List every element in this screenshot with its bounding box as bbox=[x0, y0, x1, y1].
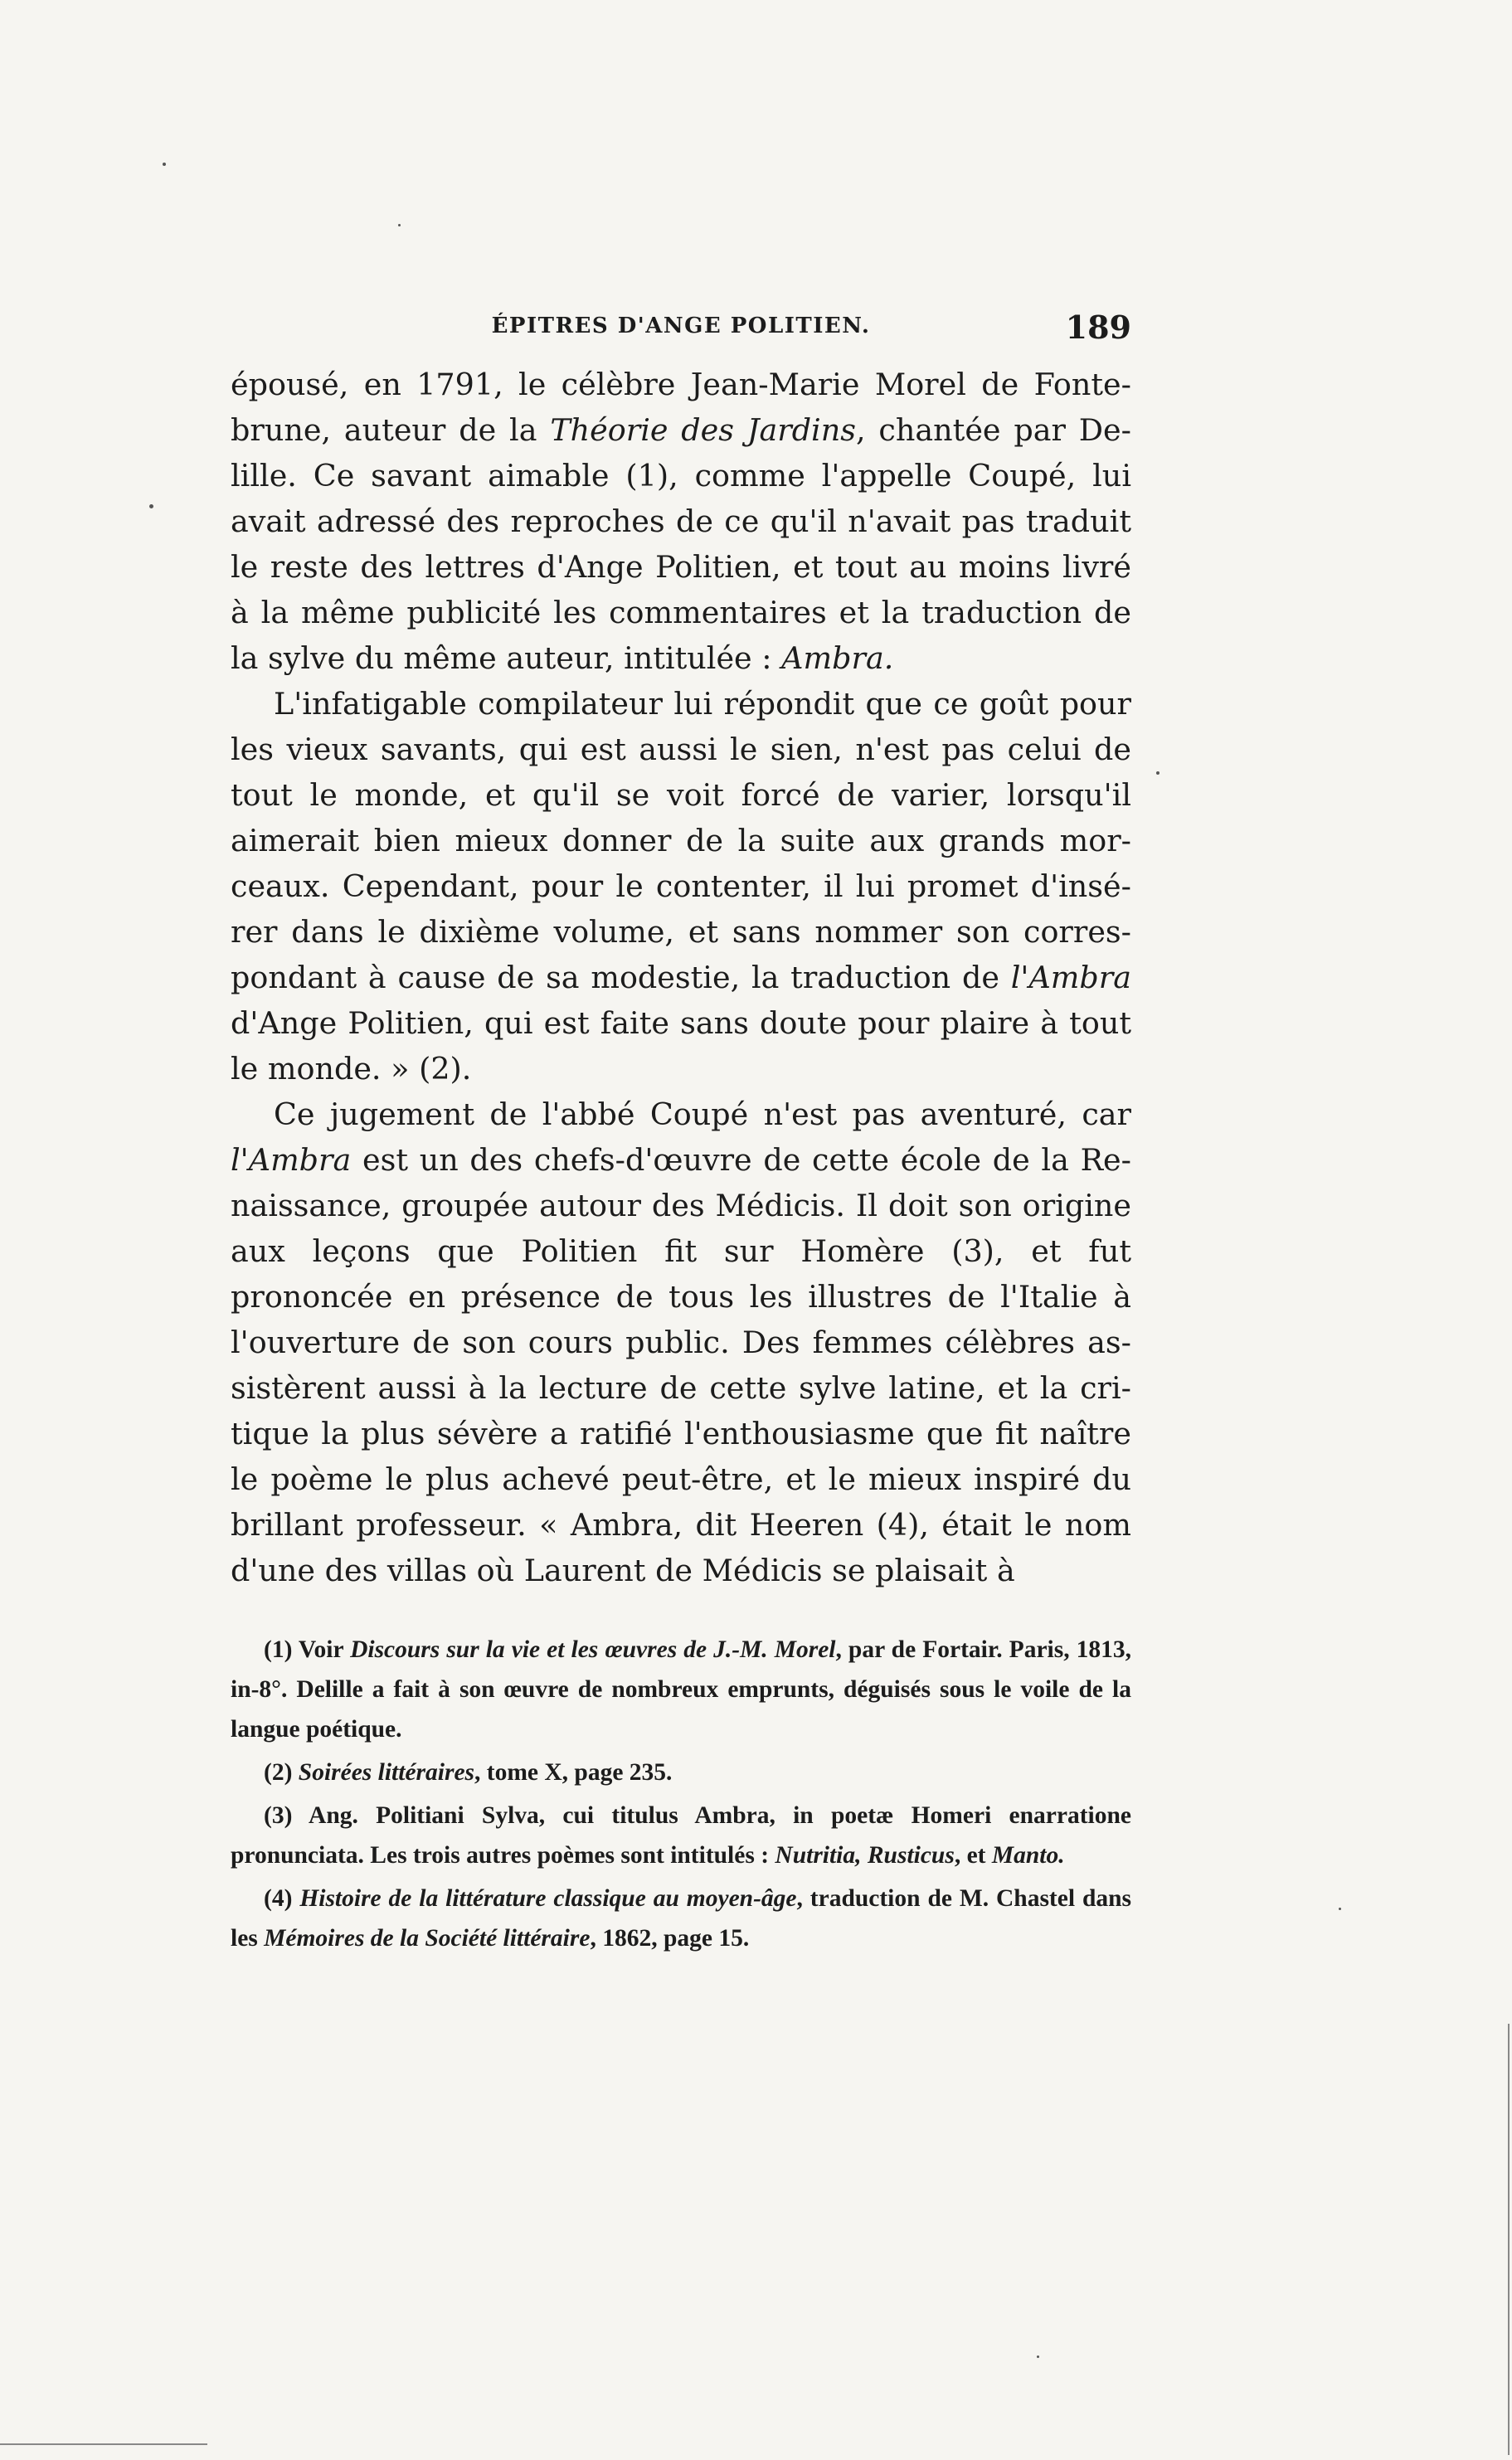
text-run: (1) Voir bbox=[264, 1636, 351, 1663]
text-run: (4) bbox=[264, 1885, 300, 1912]
page-number: 189 bbox=[1065, 309, 1131, 346]
footnotes bbox=[231, 1630, 1131, 1958]
text-run: d'Ange Politien, qui est faite sans doute pour plaire à tout le monde. » (2). bbox=[231, 1005, 1131, 1087]
text-run: L'infatigable compilateur lui répondit que ce goût pour les vieux savants, qui est aussi le sien, n'est pas celui de tout le monde, et qu'il se voit forcé de varier, lorsqu'il aimerait bien mieux donner de la suite aux grands morceaux. Cependant, pour le contenter, il lui promet d'insérer dans le dixième volume, et sans nommer son correspondant à cause de sa modestie, la traduction de bbox=[231, 686, 1131, 995]
running-title: ÉPITRES D'ANGE POLITIEN. bbox=[491, 314, 871, 338]
italic-text-run: Nutritia, Rusticus bbox=[775, 1842, 955, 1869]
scan-speck bbox=[163, 163, 166, 166]
text-run: (2) bbox=[264, 1759, 299, 1786]
italic-text-run: l'Ambra bbox=[1010, 960, 1131, 995]
text-run: , traduction de M. Chastel dans les bbox=[231, 1885, 1131, 1952]
text-run: , chantée par Delille. Ce savant aimable (1), comme l'appelle Coupé, lui avait adressé des reproches de ce qu'il n'avait pas traduit le reste des lettres d'Ange Politien, et tout au moins livré à la même publicité les commentaires et la traduction de la sylve du même auteur, intitulée : bbox=[231, 412, 1131, 676]
scan-edge-line bbox=[1508, 2024, 1510, 2455]
scan-speck bbox=[398, 224, 401, 226]
italic-text-run: Soirées littéraires bbox=[298, 1759, 475, 1786]
footnote bbox=[231, 1630, 1131, 1749]
text-run: épousé, en 1791, le célèbre Jean-Marie Morel de Fontebrune, auteur de la bbox=[231, 367, 1131, 448]
scan-edge-line bbox=[0, 2443, 207, 2445]
paragraph bbox=[231, 681, 1131, 1091]
scan-speck bbox=[1037, 2355, 1039, 2358]
italic-text-run: l'Ambra bbox=[231, 1142, 352, 1178]
scan-speck bbox=[1339, 1908, 1341, 1910]
text-run: , par de Fortair. Paris, 1813, in-8°. Delille a fait à son œuvre de nombreux emprunts, déguisés sous le voile de la langue poétique. bbox=[231, 1636, 1132, 1743]
italic-text-run: Histoire de la littérature classique au moyen-âge bbox=[299, 1885, 797, 1912]
text-run: est un des chefs-d'œuvre de cette école de la Renaissance, groupée autour des Médicis. Il doit son origine aux leçons que Politien fit sur Homère (3), et fut prononcée en présence de tous les illustres de l'Italie à l'ouverture de son cours public. Des femmes célèbres assistèrent aussi à la lecture de cette sylve latine, et la critique la plus sévère a ratifié l'enthousiasme que fit naître le poème le plus achevé peut-être, et le mieux inspiré du brillant professeur. « Ambra, dit Heeren (4), était le nom d'une des villas où Laurent de Médicis se plaisait à bbox=[231, 1142, 1131, 1588]
running-head bbox=[231, 309, 1131, 345]
italic-text-run: Ambra. bbox=[781, 640, 894, 676]
italic-text-run: Mémoires de la Société littéraire bbox=[264, 1925, 591, 1952]
scan-speck bbox=[149, 504, 153, 508]
italic-text-run: Théorie des Jardins bbox=[550, 412, 856, 448]
italic-text-run: Discours sur la vie et les œuvres de J.-M. Morel bbox=[350, 1636, 836, 1663]
footnote bbox=[231, 1879, 1131, 1958]
text-run: (3) Ang. Politiani Sylva, cui titulus Ambra, in poetæ Homeri enarratione pronunciata. Les trois autres poèmes sont intitulés : bbox=[231, 1802, 1131, 1869]
text-run: , 1862, page 15. bbox=[590, 1925, 750, 1952]
text-run: Ce jugement de l'abbé Coupé n'est pas aventuré, car bbox=[274, 1096, 1131, 1132]
footnote bbox=[231, 1796, 1131, 1875]
body-text bbox=[231, 362, 1131, 1593]
paragraph bbox=[231, 362, 1131, 681]
text-run: , tome X, page 235. bbox=[474, 1759, 673, 1786]
text-run: , et bbox=[954, 1842, 992, 1869]
footnote bbox=[231, 1753, 1131, 1792]
scan-speck bbox=[1156, 771, 1160, 775]
paragraph bbox=[231, 1091, 1131, 1593]
italic-text-run: Manto. bbox=[991, 1842, 1065, 1869]
page-content bbox=[231, 309, 1131, 1962]
